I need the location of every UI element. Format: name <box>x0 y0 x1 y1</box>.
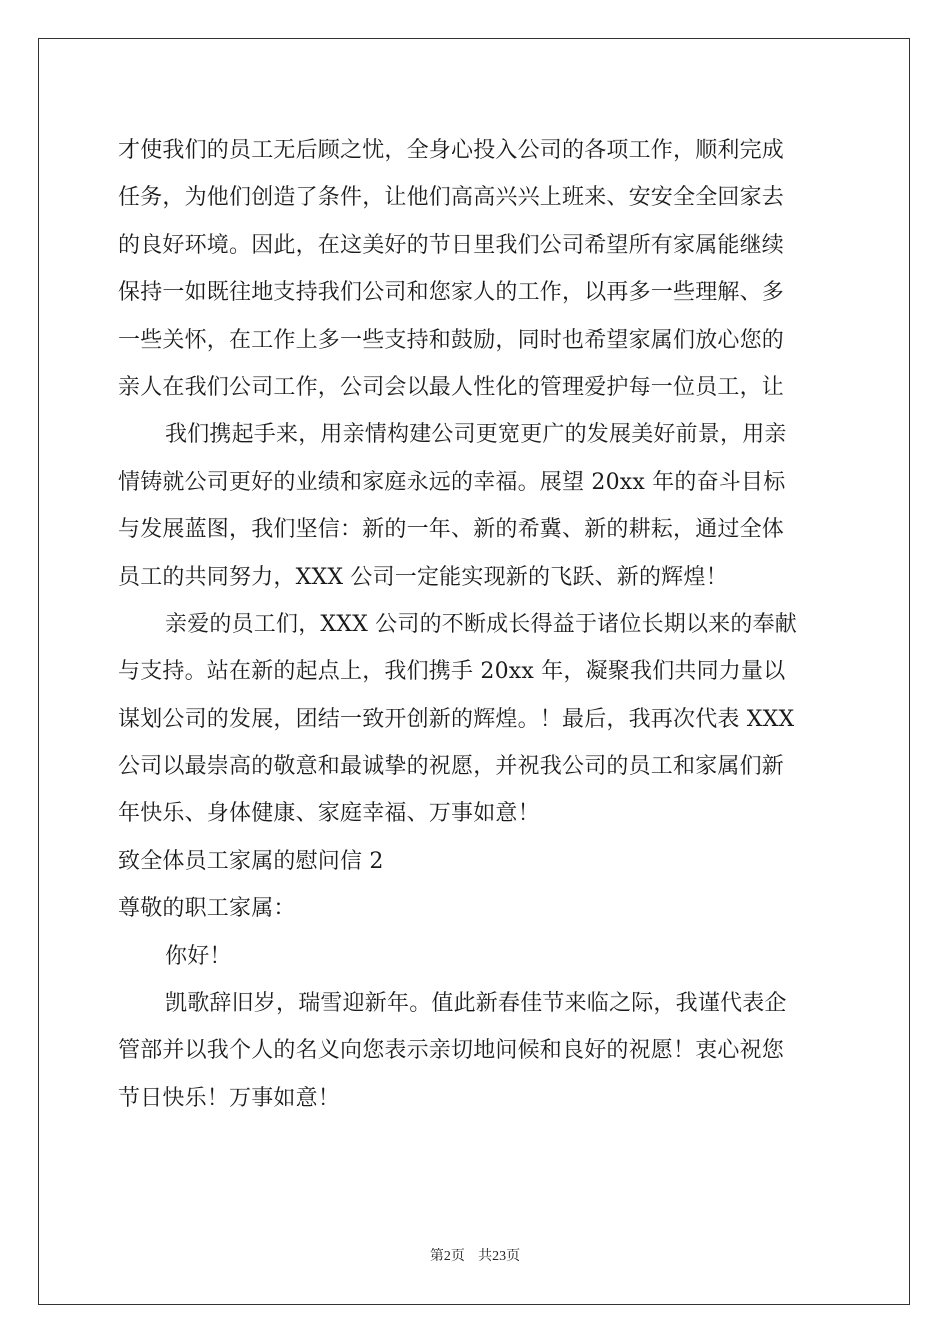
page-number: 2 <box>443 1249 451 1264</box>
letter-title: 致全体员工家属的慰问信 2 <box>118 848 384 874</box>
text-line: 凯歌辞旧岁，瑞雪迎新年。值此新春佳节来临之际，我谨代表企 <box>165 991 787 1017</box>
total-label-suffix: 页 <box>506 1248 521 1264</box>
text-line: 保持一如既往地支持我们公司和您家人的工作，以再多一些理解、多 <box>118 280 785 306</box>
text-line: 亲爱的员工们，XXX 公司的不断成长得益于诸位长期以来的奉献 <box>165 611 797 637</box>
text-line: 亲人在我们公司工作，公司会以最人性化的管理爱护每一位员工，让 <box>118 374 785 400</box>
paragraph-1 <box>118 127 832 411</box>
total-label-prefix: 共 <box>478 1248 493 1264</box>
page-footer <box>0 1246 950 1267</box>
page-label-prefix: 第 <box>429 1248 444 1264</box>
text-line: 谋划公司的发展，团结一致开创新的辉煌。！最后，我再次代表 XXX <box>118 706 795 732</box>
text-line: 管部并以我个人的名义向您表示亲切地问候和良好的祝愿！衷心祝您 <box>118 1038 785 1064</box>
text-line: 我们携起手来，用亲情构建公司更宽更广的发展美好前景，用亲 <box>165 422 787 448</box>
document-body <box>118 127 832 1122</box>
text-line: 的良好环境。因此，在这美好的节日里我们公司希望所有家属能继续 <box>118 232 785 258</box>
paragraph-4 <box>118 980 832 1122</box>
paragraph-3 <box>118 601 832 838</box>
text-line: 公司以最崇高的敬意和最诚挚的祝愿，并祝我公司的员工和家属们新 <box>118 754 785 780</box>
paragraph-2 <box>118 411 832 601</box>
text-line: 节日快乐！万事如意！ <box>118 1085 341 1111</box>
text-line: 与发展蓝图，我们坚信：新的一年、新的希冀、新的耕耘，通过全体 <box>118 517 785 543</box>
total-pages: 23 <box>492 1249 507 1264</box>
text-line: 一些关怀，在工作上多一些支持和鼓励，同时也希望家属们放心您的 <box>118 327 785 353</box>
text-line: 员工的共同努力，XXX 公司一定能实现新的飞跃、新的辉煌！ <box>118 564 728 590</box>
text-line: 才使我们的员工无后顾之忧，全身心投入公司的各项工作，顺利完成 <box>118 138 785 163</box>
greeting: 你好！ <box>165 943 232 969</box>
text-line: 年快乐、身体健康、家庭幸福、万事如意！ <box>118 801 540 827</box>
text-line: 情铸就公司更好的业绩和家庭永远的幸福。展望 20xx 年的奋斗目标 <box>118 469 786 495</box>
text-line: 与支持。站在新的起点上，我们携手 20xx 年，凝聚我们共同力量以 <box>118 659 786 685</box>
salutation: 尊敬的职工家属： <box>118 896 296 922</box>
text-line: 任务，为他们创造了条件，让他们高高兴兴上班来、安安全全回家去 <box>118 185 785 211</box>
page-label-suffix: 页 <box>450 1248 465 1264</box>
